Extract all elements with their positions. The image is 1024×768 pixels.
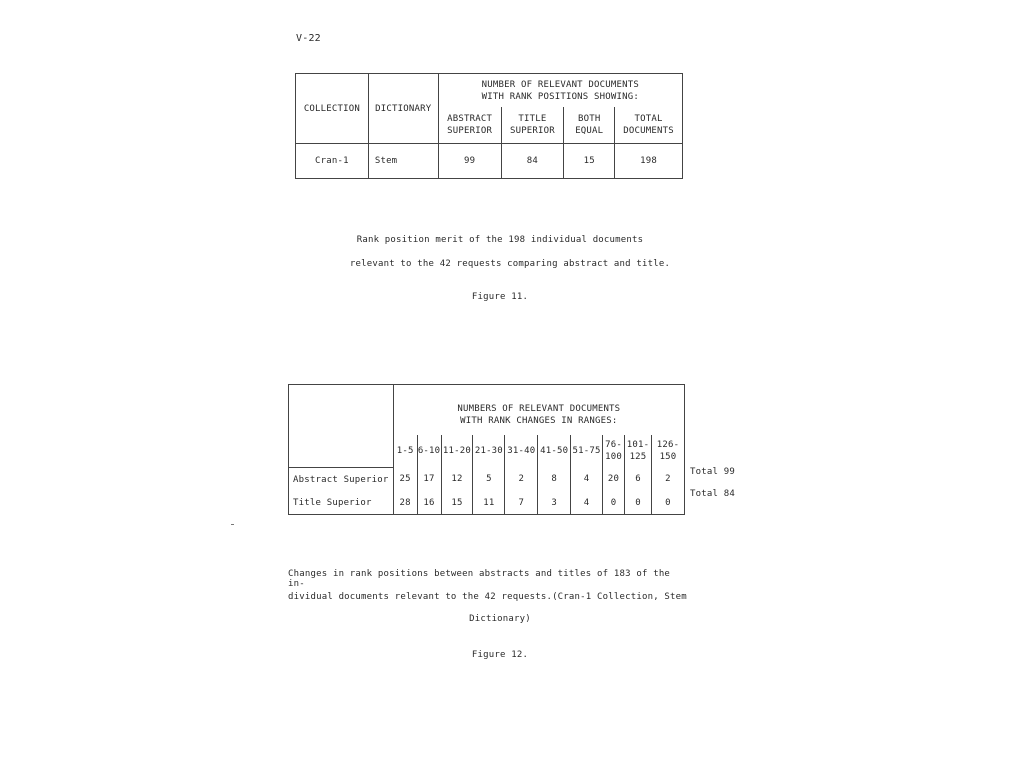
table-cell: 2 xyxy=(651,467,684,492)
total-documents-header-line2: DOCUMENTS xyxy=(623,126,674,136)
range-header-51-75-line1: 51-75 xyxy=(572,446,601,456)
figure11-label: Figure 11. xyxy=(471,292,529,302)
abstract-superior-header-line2: SUPERIOR xyxy=(447,126,493,136)
table2-super-header xyxy=(393,385,684,436)
range-header-6-10-line1: 6-10 xyxy=(417,446,441,456)
table-cell: 5 xyxy=(473,467,505,492)
title-superior-header-line1: TITLE xyxy=(518,114,547,124)
table1-super-header-line2: WITH RANK POSITIONS SHOWING: xyxy=(481,91,639,102)
range-header-1-5 xyxy=(393,435,417,467)
table-row xyxy=(296,144,683,179)
range-header-21-30 xyxy=(473,435,505,467)
table-cell: 17 xyxy=(417,467,441,492)
figure12-caption-line2: dividual documents relevant to the 42 requests.(Cran-1 Collection, Stem xyxy=(288,592,687,602)
total-documents-header xyxy=(615,107,683,144)
figure12-caption-line1: Changes in rank positions between abstracts and titles of 183 of the in- xyxy=(288,569,671,589)
figure11-caption-line2: relevant to the 42 requests comparing abstract and title. xyxy=(349,259,671,269)
rank-changes-table xyxy=(288,384,685,515)
range-header-76-100-line2: 100 xyxy=(605,452,622,462)
title-superior-header-line2: SUPERIOR xyxy=(509,126,555,136)
figure12-label: Figure 12. xyxy=(471,650,529,660)
rank-position-table xyxy=(295,73,683,179)
range-header-31-40 xyxy=(505,435,538,467)
both-equal-header xyxy=(564,107,615,144)
range-header-6-10 xyxy=(417,435,441,467)
abstract-superior-header xyxy=(438,107,501,144)
range-header-101-125 xyxy=(625,435,652,467)
table-cell: 3 xyxy=(538,492,571,515)
table-cell: 28 xyxy=(393,492,417,515)
title-superior-row-label: Title Superior xyxy=(289,492,394,515)
both-equal-cell: 15 xyxy=(564,144,615,179)
table-cell: 16 xyxy=(417,492,441,515)
range-header-126-150 xyxy=(651,435,684,467)
title-superior-cell: 84 xyxy=(501,144,564,179)
collection-header: COLLECTION xyxy=(296,74,369,144)
table1-super-header xyxy=(438,74,682,108)
table-cell: 25 xyxy=(393,467,417,492)
dictionary-header: DICTIONARY xyxy=(368,74,438,144)
abstract-superior-row-label: Abstract Superior xyxy=(289,467,394,492)
range-header-76-100 xyxy=(603,435,625,467)
table-cell: 20 xyxy=(603,467,625,492)
range-header-11-20 xyxy=(441,435,473,467)
table-cell: 11 xyxy=(473,492,505,515)
table-cell: 7 xyxy=(505,492,538,515)
table-cell: 0 xyxy=(625,492,652,515)
figure11-caption-line1: Rank position merit of the 198 individual documents xyxy=(356,235,644,245)
range-header-101-125-line2: 125 xyxy=(629,452,647,462)
table-row xyxy=(289,492,685,515)
range-header-51-75 xyxy=(571,435,603,467)
range-header-126-150-line2: 150 xyxy=(659,452,677,462)
table-cell: 4 xyxy=(571,467,603,492)
range-header-11-20-line1: 11-20 xyxy=(442,446,472,456)
table2-super-header-line2: WITH RANK CHANGES IN RANGES: xyxy=(460,416,618,426)
table-cell: 8 xyxy=(538,467,571,492)
collection-cell: Cran-1 xyxy=(296,144,369,179)
range-header-101-125-line1: 101- xyxy=(626,440,650,450)
figure12-caption-line3: Dictionary) xyxy=(469,614,531,624)
range-header-41-50-line1: 41-50 xyxy=(540,446,569,456)
page-number: V-22 xyxy=(296,33,321,44)
scan-mark xyxy=(231,524,234,525)
table-row xyxy=(289,467,685,492)
table-cell: 15 xyxy=(441,492,473,515)
title-superior-total: Total 84 xyxy=(690,489,735,499)
table-cell: 0 xyxy=(603,492,625,515)
both-equal-header-line2: EQUAL xyxy=(575,126,604,136)
abstract-superior-header-line1: ABSTRACT xyxy=(447,114,493,124)
table-cell: 6 xyxy=(625,467,652,492)
table-cell: 12 xyxy=(441,467,473,492)
range-header-1-5-line1: 1-5 xyxy=(396,446,414,456)
total-documents-header-line1: TOTAL xyxy=(634,114,663,124)
abstract-superior-total: Total 99 xyxy=(690,467,735,477)
table2-super-header-line1: NUMBERS OF RELEVANT DOCUMENTS xyxy=(457,404,621,414)
both-equal-header-line1: BOTH xyxy=(577,114,601,124)
table-cell: 2 xyxy=(505,467,538,492)
abstract-superior-cell: 99 xyxy=(438,144,501,179)
table1-super-header-line1: NUMBER OF RELEVANT DOCUMENTS xyxy=(481,79,639,90)
range-header-31-40-line1: 31-40 xyxy=(507,446,536,456)
table-cell: 4 xyxy=(571,492,603,515)
range-header-76-100-line1: 76- xyxy=(605,440,622,450)
table-cell: 0 xyxy=(651,492,684,515)
table2-corner-cell xyxy=(289,385,394,468)
range-header-126-150-line1: 126- xyxy=(656,440,680,450)
range-header-41-50 xyxy=(538,435,571,467)
total-documents-cell: 198 xyxy=(615,144,683,179)
dictionary-cell: Stem xyxy=(368,144,438,179)
range-header-21-30-line1: 21-30 xyxy=(474,446,503,456)
title-superior-header xyxy=(501,107,564,144)
